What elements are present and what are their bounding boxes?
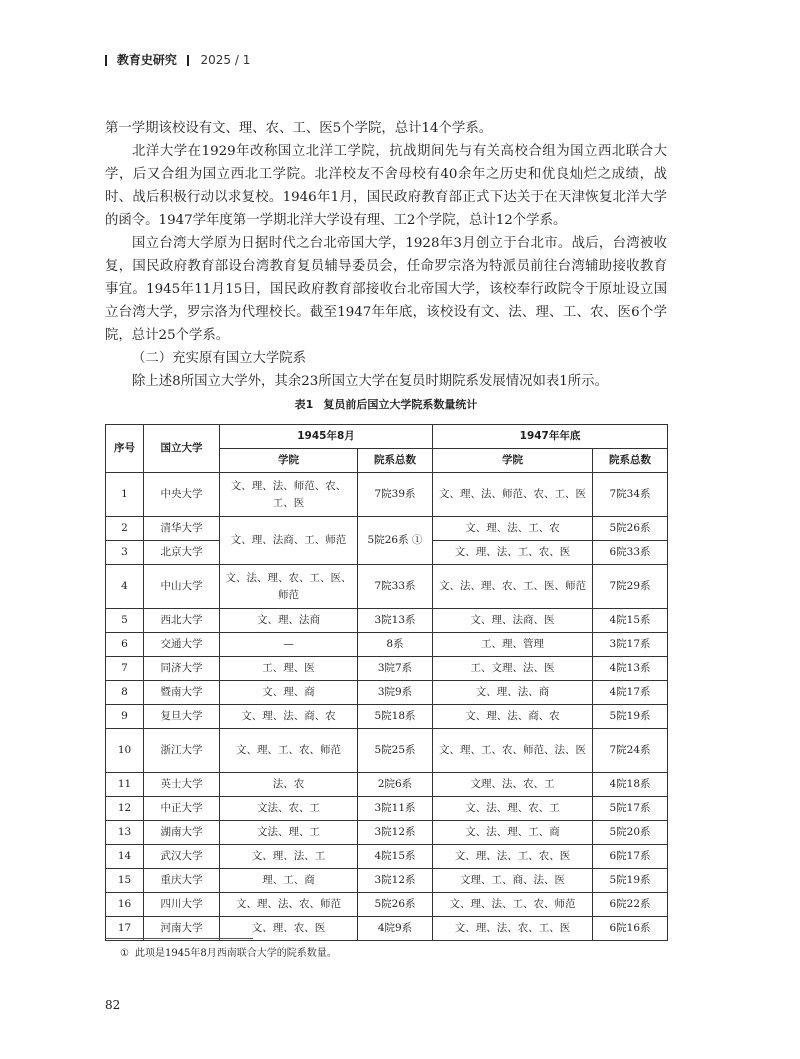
cell-seq: 7: [106, 657, 144, 681]
table-row: [106, 473, 668, 517]
cell-colleges-1945: 文、理、法、工: [220, 845, 358, 869]
cell-seq: 16: [106, 893, 144, 917]
table-row: [106, 821, 668, 845]
footnote-text: 此项是1945年8月西南联合大学的院系数量。: [134, 948, 337, 959]
table-caption-number: 表1: [294, 398, 314, 411]
table-row: [106, 729, 668, 773]
section-subheading: （二）充实原有国立大学院系: [132, 351, 307, 366]
cell-total-1945: 5院26系: [358, 893, 433, 917]
cell-colleges-1947: 文、理、法商、医: [433, 609, 593, 633]
cell-colleges-1947: 文、法、理、农、工: [433, 797, 593, 821]
cell-colleges-1947: 文、理、工、农、师范、法、医: [433, 729, 593, 773]
cell-seq: 11: [106, 773, 144, 797]
cell-colleges-1947: 文、理、法、工、农、师范: [433, 893, 593, 917]
cell-seq: 13: [106, 821, 144, 845]
cell-seq: 6: [106, 633, 144, 657]
cell-colleges-1947: 文、法、理、农、工、医、师范: [433, 565, 593, 609]
cell-total-1947: 4院13系: [593, 657, 668, 681]
cell-total-1945-merged: [358, 517, 433, 565]
paragraph-beiyang: 北洋大学在1929年改称国立北洋工学院，抗战期间先与有关高校合组为国立西北联合大学，后又合组为国立西北工学院。北洋校友不舍母校有40余年之历史和优良灿烂之成绩，战时、战后积极行动以求复校。1946年1月，国民政府教育部正式下达关于在天津恢复北洋大学的函令。1947学年度第一学期北洋大学设有理、工2个学院，总计12个学系。: [105, 144, 667, 228]
cell-colleges-1945: 工、理、医: [220, 657, 358, 681]
journal-title: 教育史研究: [116, 53, 177, 67]
cell-colleges-1945: —: [220, 633, 358, 657]
header-1947: 1947年年底: [433, 425, 668, 449]
cell-colleges-1945: 文、理、法、农、师范: [220, 893, 358, 917]
paragraph-intro: 除上述8所国立大学外，其余23所国立大学在复员时期院系发展情况如表1所示。: [132, 374, 608, 389]
cell-colleges-1947: 文、理、法、商、农: [433, 705, 593, 729]
cell-total-1945-value: 5院26系: [367, 534, 409, 546]
cell-colleges-1945: 法、农: [220, 773, 358, 797]
table-row: [106, 917, 668, 941]
table-row: [106, 797, 668, 821]
cell-university: 复旦大学: [144, 705, 220, 729]
cell-total-1947: 6院16系: [593, 917, 668, 941]
cell-total-1947: 5院20系: [593, 821, 668, 845]
cell-colleges-1947: 文、理、法、农、工、医: [433, 917, 593, 941]
cell-total-1945: 3院12系: [358, 869, 433, 893]
cell-seq: 4: [106, 565, 144, 609]
cell-total-1947: 5院17系: [593, 797, 668, 821]
cell-university: 清华大学: [144, 517, 220, 541]
cell-colleges-1947: 文理、法、农、工: [433, 773, 593, 797]
cell-total-1947: 5院19系: [593, 705, 668, 729]
cell-university: 西北大学: [144, 609, 220, 633]
cell-colleges-1947: 工、文理、法、医: [433, 657, 593, 681]
cell-total-1945: 3院11系: [358, 797, 433, 821]
cell-colleges-1945: 文法、农、工: [220, 797, 358, 821]
cell-colleges-1947: 文、理、法、工、农: [433, 517, 593, 541]
cell-colleges-1945: 文、理、工、农、师范: [220, 729, 358, 773]
cell-university: 河南大学: [144, 917, 220, 941]
paragraph-continued: 第一学期该校设有文、理、农、工、医5个学院，总计14个学系。: [105, 121, 493, 136]
table-row: [106, 681, 668, 705]
paragraph-taiwan: 国立台湾大学原为日据时代之台北帝国大学，1928年3月创立于台北市。战后，台湾被收复，国民政府教育部设台湾教育复员辅导委员会，任命罗宗洛为特派员前往台湾辅助接收教育事宜。1945年11月15日，国民政府教育部接收台北帝国大学，该校奉行政院令于原址设立国立台湾大学，罗宗洛为代理校长。截至1947年年底，该校设有文、法、理、工、农、医6个学院，总计25个学系。: [105, 236, 667, 343]
table-row: [106, 869, 668, 893]
table-row: [106, 517, 668, 541]
cell-seq: 3: [106, 541, 144, 565]
cell-university: 重庆大学: [144, 869, 220, 893]
cell-seq: 15: [106, 869, 144, 893]
cell-total-1945: 2院6系: [358, 773, 433, 797]
cell-colleges-1945: 文、理、农、医: [220, 917, 358, 941]
cell-university: 湖南大学: [144, 821, 220, 845]
table-row: [106, 633, 668, 657]
header-1945: 1945年8月: [220, 425, 433, 449]
footnote: [120, 946, 337, 962]
cell-total-1947: 3院17系: [593, 633, 668, 657]
cell-colleges-1945: 文、理、法商、工、师范: [220, 517, 358, 565]
cell-colleges-1947: 工、理、管理: [433, 633, 593, 657]
cell-total-1945: 8系: [358, 633, 433, 657]
page-number: 82: [105, 998, 121, 1012]
footnote-divider: [105, 938, 253, 939]
cell-total-1947: 4院17系: [593, 681, 668, 705]
cell-total-1945: 3院9系: [358, 681, 433, 705]
cell-total-1945: 7院33系: [358, 565, 433, 609]
table-caption-title: 复员前后国立大学院系数量统计: [323, 398, 478, 411]
cell-total-1945: 3院12系: [358, 821, 433, 845]
footnote-ref-mark: ①: [411, 534, 423, 546]
cell-university: 英士大学: [144, 773, 220, 797]
header-seq: 序号: [106, 425, 144, 473]
cell-total-1947: 5院19系: [593, 869, 668, 893]
cell-seq: 14: [106, 845, 144, 869]
running-header: [105, 50, 250, 70]
table-row: [106, 845, 668, 869]
cell-colleges-1945: 文、理、法商: [220, 609, 358, 633]
cell-total-1947: 6院22系: [593, 893, 668, 917]
cell-seq: 8: [106, 681, 144, 705]
cell-colleges-1947: 文、理、法、师范、农、工、医: [433, 473, 593, 517]
cell-colleges-1947: 文理、工、商、法、医: [433, 869, 593, 893]
cell-total-1945: 3院7系: [358, 657, 433, 681]
cell-total-1945: 7院39系: [358, 473, 433, 517]
cell-total-1945: 4院15系: [358, 845, 433, 869]
footnote-mark: ①: [120, 948, 129, 959]
cell-total-1947: 7院29系: [593, 565, 668, 609]
cell-total-1945: 4院9系: [358, 917, 433, 941]
cell-colleges-1945: 文法、理、工: [220, 821, 358, 845]
cell-seq: 1: [106, 473, 144, 517]
cell-total-1947: 6院33系: [593, 541, 668, 565]
cell-university: 暨南大学: [144, 681, 220, 705]
cell-colleges-1945: 文、理、法、商、农: [220, 705, 358, 729]
cell-colleges-1947: 文、法、理、工、商: [433, 821, 593, 845]
cell-university: 交通大学: [144, 633, 220, 657]
cell-colleges-1947: 文、理、法、商: [433, 681, 593, 705]
header-bar-right: [187, 55, 189, 66]
table-row: [106, 657, 668, 681]
cell-university: 浙江大学: [144, 729, 220, 773]
issue-number: 2025 / 1: [200, 53, 251, 67]
table-row: [106, 609, 668, 633]
table-row: [106, 773, 668, 797]
cell-university: 中正大学: [144, 797, 220, 821]
cell-total-1945: 3院13系: [358, 609, 433, 633]
cell-university: 中山大学: [144, 565, 220, 609]
cell-seq: 5: [106, 609, 144, 633]
cell-university: 同济大学: [144, 657, 220, 681]
header-totals-1945: 院系总数: [358, 449, 433, 473]
cell-total-1945: 5院18系: [358, 705, 433, 729]
cell-total-1947: 7院34系: [593, 473, 668, 517]
header-university: 国立大学: [144, 425, 220, 473]
cell-colleges-1947: 文、理、法、工、农、医: [433, 541, 593, 565]
table-row: [106, 705, 668, 729]
cell-colleges-1945: 文、理、法、师范、农、工、医: [220, 473, 358, 517]
table-row: [106, 565, 668, 609]
cell-colleges-1945: 理、工、商: [220, 869, 358, 893]
cell-colleges-1947: 文、理、法、工、农、医: [433, 845, 593, 869]
table-caption: [105, 397, 667, 413]
cell-university: 中央大学: [144, 473, 220, 517]
cell-seq: 12: [106, 797, 144, 821]
header-colleges-1945: 学院: [220, 449, 358, 473]
cell-total-1947: 4院15系: [593, 609, 668, 633]
header-totals-1947: 院系总数: [593, 449, 668, 473]
university-table: [105, 424, 668, 941]
cell-total-1947: 4院18系: [593, 773, 668, 797]
cell-total-1947: 7院24系: [593, 729, 668, 773]
cell-total-1947: 5院26系: [593, 517, 668, 541]
cell-seq: 2: [106, 517, 144, 541]
cell-colleges-1945: 文、法、理、农、工、医、师范: [220, 565, 358, 609]
cell-seq: 10: [106, 729, 144, 773]
cell-total-1947: 6院17系: [593, 845, 668, 869]
cell-university: 四川大学: [144, 893, 220, 917]
header-colleges-1947: 学院: [433, 449, 593, 473]
table-row: [106, 893, 668, 917]
cell-university: 武汉大学: [144, 845, 220, 869]
cell-total-1945: 5院25系: [358, 729, 433, 773]
cell-university: 北京大学: [144, 541, 220, 565]
cell-colleges-1945: 文、理、商: [220, 681, 358, 705]
cell-seq: 17: [106, 917, 144, 941]
cell-seq: 9: [106, 705, 144, 729]
header-bar-left: [105, 55, 107, 66]
